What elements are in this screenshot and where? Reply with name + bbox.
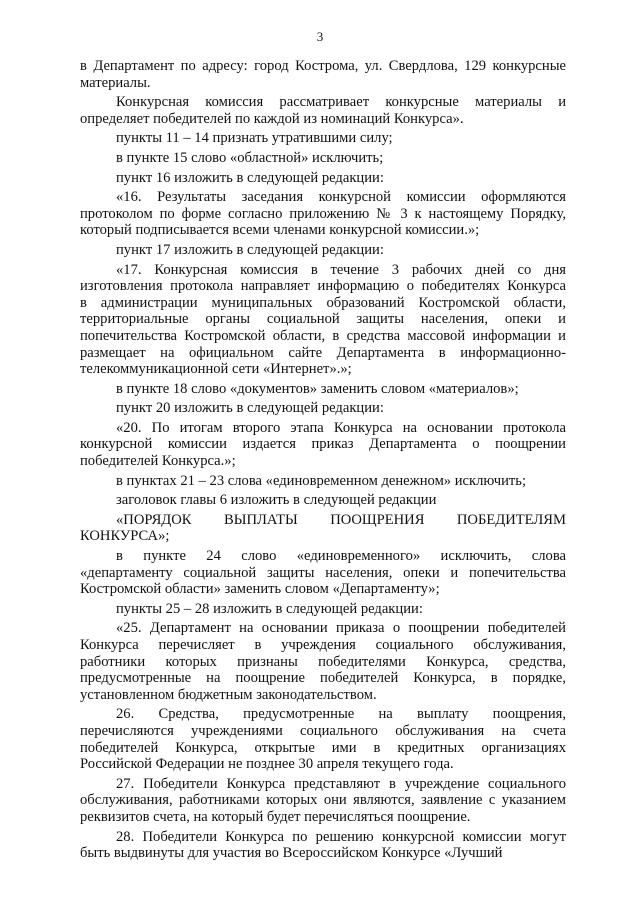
text-line: «16. Результаты заседания конкурсной комиссии оформляются	[116, 189, 566, 206]
text-line: «25. Департамент на основании приказа о поощрении победителей	[116, 620, 566, 637]
text-line: в пункте 24 слово «единовременного» исключить, слова	[116, 548, 566, 565]
text-line: в Департамент по адресу: город Кострома, ул. Свердлова, 129 конкурсные	[80, 58, 566, 74]
paragraph	[80, 381, 566, 398]
text-line: в администрации муниципальных образований Костромской области,	[80, 294, 566, 311]
text-line: Конкурса перечисляет в учреждения социального обслуживания,	[80, 637, 566, 653]
paragraph	[80, 492, 566, 509]
paragraph	[80, 420, 566, 470]
text-line: в пункте 18 слово «документов» заменить словом «материалов»;	[116, 380, 519, 397]
paragraph	[80, 262, 566, 378]
paragraph	[80, 400, 566, 417]
text-line: Костромской области» заменить словом «Департаменту»;	[80, 581, 440, 598]
text-line: протоколом по форме согласно приложению № 3 к настоящему Порядку,	[80, 205, 566, 222]
paragraph	[80, 620, 566, 703]
text-line: победителей Конкурса.»;	[80, 453, 236, 470]
paragraph	[80, 512, 566, 545]
text-line: 26. Средства, предусмотренные на выплату поощрения,	[116, 706, 566, 723]
text-line: 27. Победители Конкурса представляют в учреждение социального	[116, 775, 566, 792]
text-line: попечительства Костромской области, в средства массовой информации и	[80, 327, 566, 344]
text-line: победителей Конкурса, открытые ими в кредитных организациях	[80, 739, 566, 756]
text-line: быть выдвинуты для участия во Всероссийском Конкурсе «Лучший	[80, 845, 503, 862]
text-line: Российской Федерации не позднее 30 апреля текущего года.	[80, 756, 454, 773]
text-line: Конкурсная комиссия рассматривает конкурсные материалы и	[116, 94, 566, 111]
paragraph	[80, 706, 566, 772]
text-line: установленном бюджетным законодательством.	[80, 686, 377, 703]
text-line: 28. Победители Конкурса по решению конкурсной комиссии могут	[116, 828, 566, 845]
text-line: территориальные органы социальной защиты населения, опеки и	[80, 311, 566, 328]
text-line: конкурсной комиссии издается приказ Департамента о поощрении	[80, 436, 566, 453]
text-line: изготовления протокола направляет информацию о победителях Конкурса	[80, 278, 566, 295]
text-line: пункт 16 изложить в следующей редакции:	[116, 169, 384, 186]
text-line: работники которых признаны победителями Конкурса, средства,	[80, 653, 566, 670]
document-body	[80, 58, 566, 862]
text-line: «ПОРЯДОК ВЫПЛАТЫ ПООЩРЕНИЯ ПОБЕДИТЕЛЯМ	[116, 511, 566, 528]
text-line: «17. Конкурсная комиссия в течение 3 рабочих дней со дня	[116, 261, 566, 278]
page-number: 3	[316, 29, 324, 44]
text-line: размещает на официальном сайте Департамента в информационно-	[80, 344, 566, 361]
paragraph	[80, 548, 566, 598]
paragraph	[80, 130, 566, 147]
text-line: телекоммуникационной сети «Интернет».»;	[80, 361, 352, 378]
text-line: КОНКУРСА»;	[80, 528, 170, 545]
paragraph	[80, 58, 566, 91]
text-line: реквизитов счета, на который будет перечисляться поощрение.	[80, 808, 471, 825]
paragraph	[80, 189, 566, 239]
paragraph	[80, 170, 566, 187]
text-line: «20. По итогам второго этапа Конкурса на основании протокола	[116, 419, 566, 436]
text-line: определяет победителей по каждой из номинаций Конкурса».	[80, 110, 464, 127]
text-line: перечисляются учреждениями социального обслуживания на счета	[80, 722, 566, 739]
text-line: пункты 25 – 28 изложить в следующей редакции:	[116, 600, 423, 617]
paragraph	[80, 150, 566, 167]
paragraph	[80, 473, 566, 490]
text-line: предусмотренные на поощрение победителей Конкурса, в порядке,	[80, 670, 566, 687]
text-line: пункт 17 изложить в следующей редакции:	[116, 241, 384, 258]
text-line: материалы.	[80, 74, 151, 91]
text-line: пункт 20 изложить в следующей редакции:	[116, 400, 384, 417]
paragraph	[80, 829, 566, 862]
text-line: который подписывается всеми членами конкурсной комиссии.»;	[80, 222, 480, 239]
text-line: обслуживания, работниками которых они являются, заявление с указанием	[80, 792, 566, 809]
paragraph	[80, 94, 566, 127]
text-line: пункты 11 – 14 признать утратившими силу;	[116, 130, 393, 147]
paragraph	[80, 601, 566, 618]
text-line: «департаменту социальной защиты населения, опеки и попечительства	[80, 564, 566, 581]
paragraph	[80, 776, 566, 826]
text-line: в пунктах 21 – 23 слова «единовременном денежном» исключить;	[116, 472, 526, 489]
text-line: в пункте 15 слово «областной» исключить;	[116, 149, 384, 166]
paragraph	[80, 242, 566, 259]
text-line: заголовок главы 6 изложить в следующей редакции	[116, 492, 437, 509]
